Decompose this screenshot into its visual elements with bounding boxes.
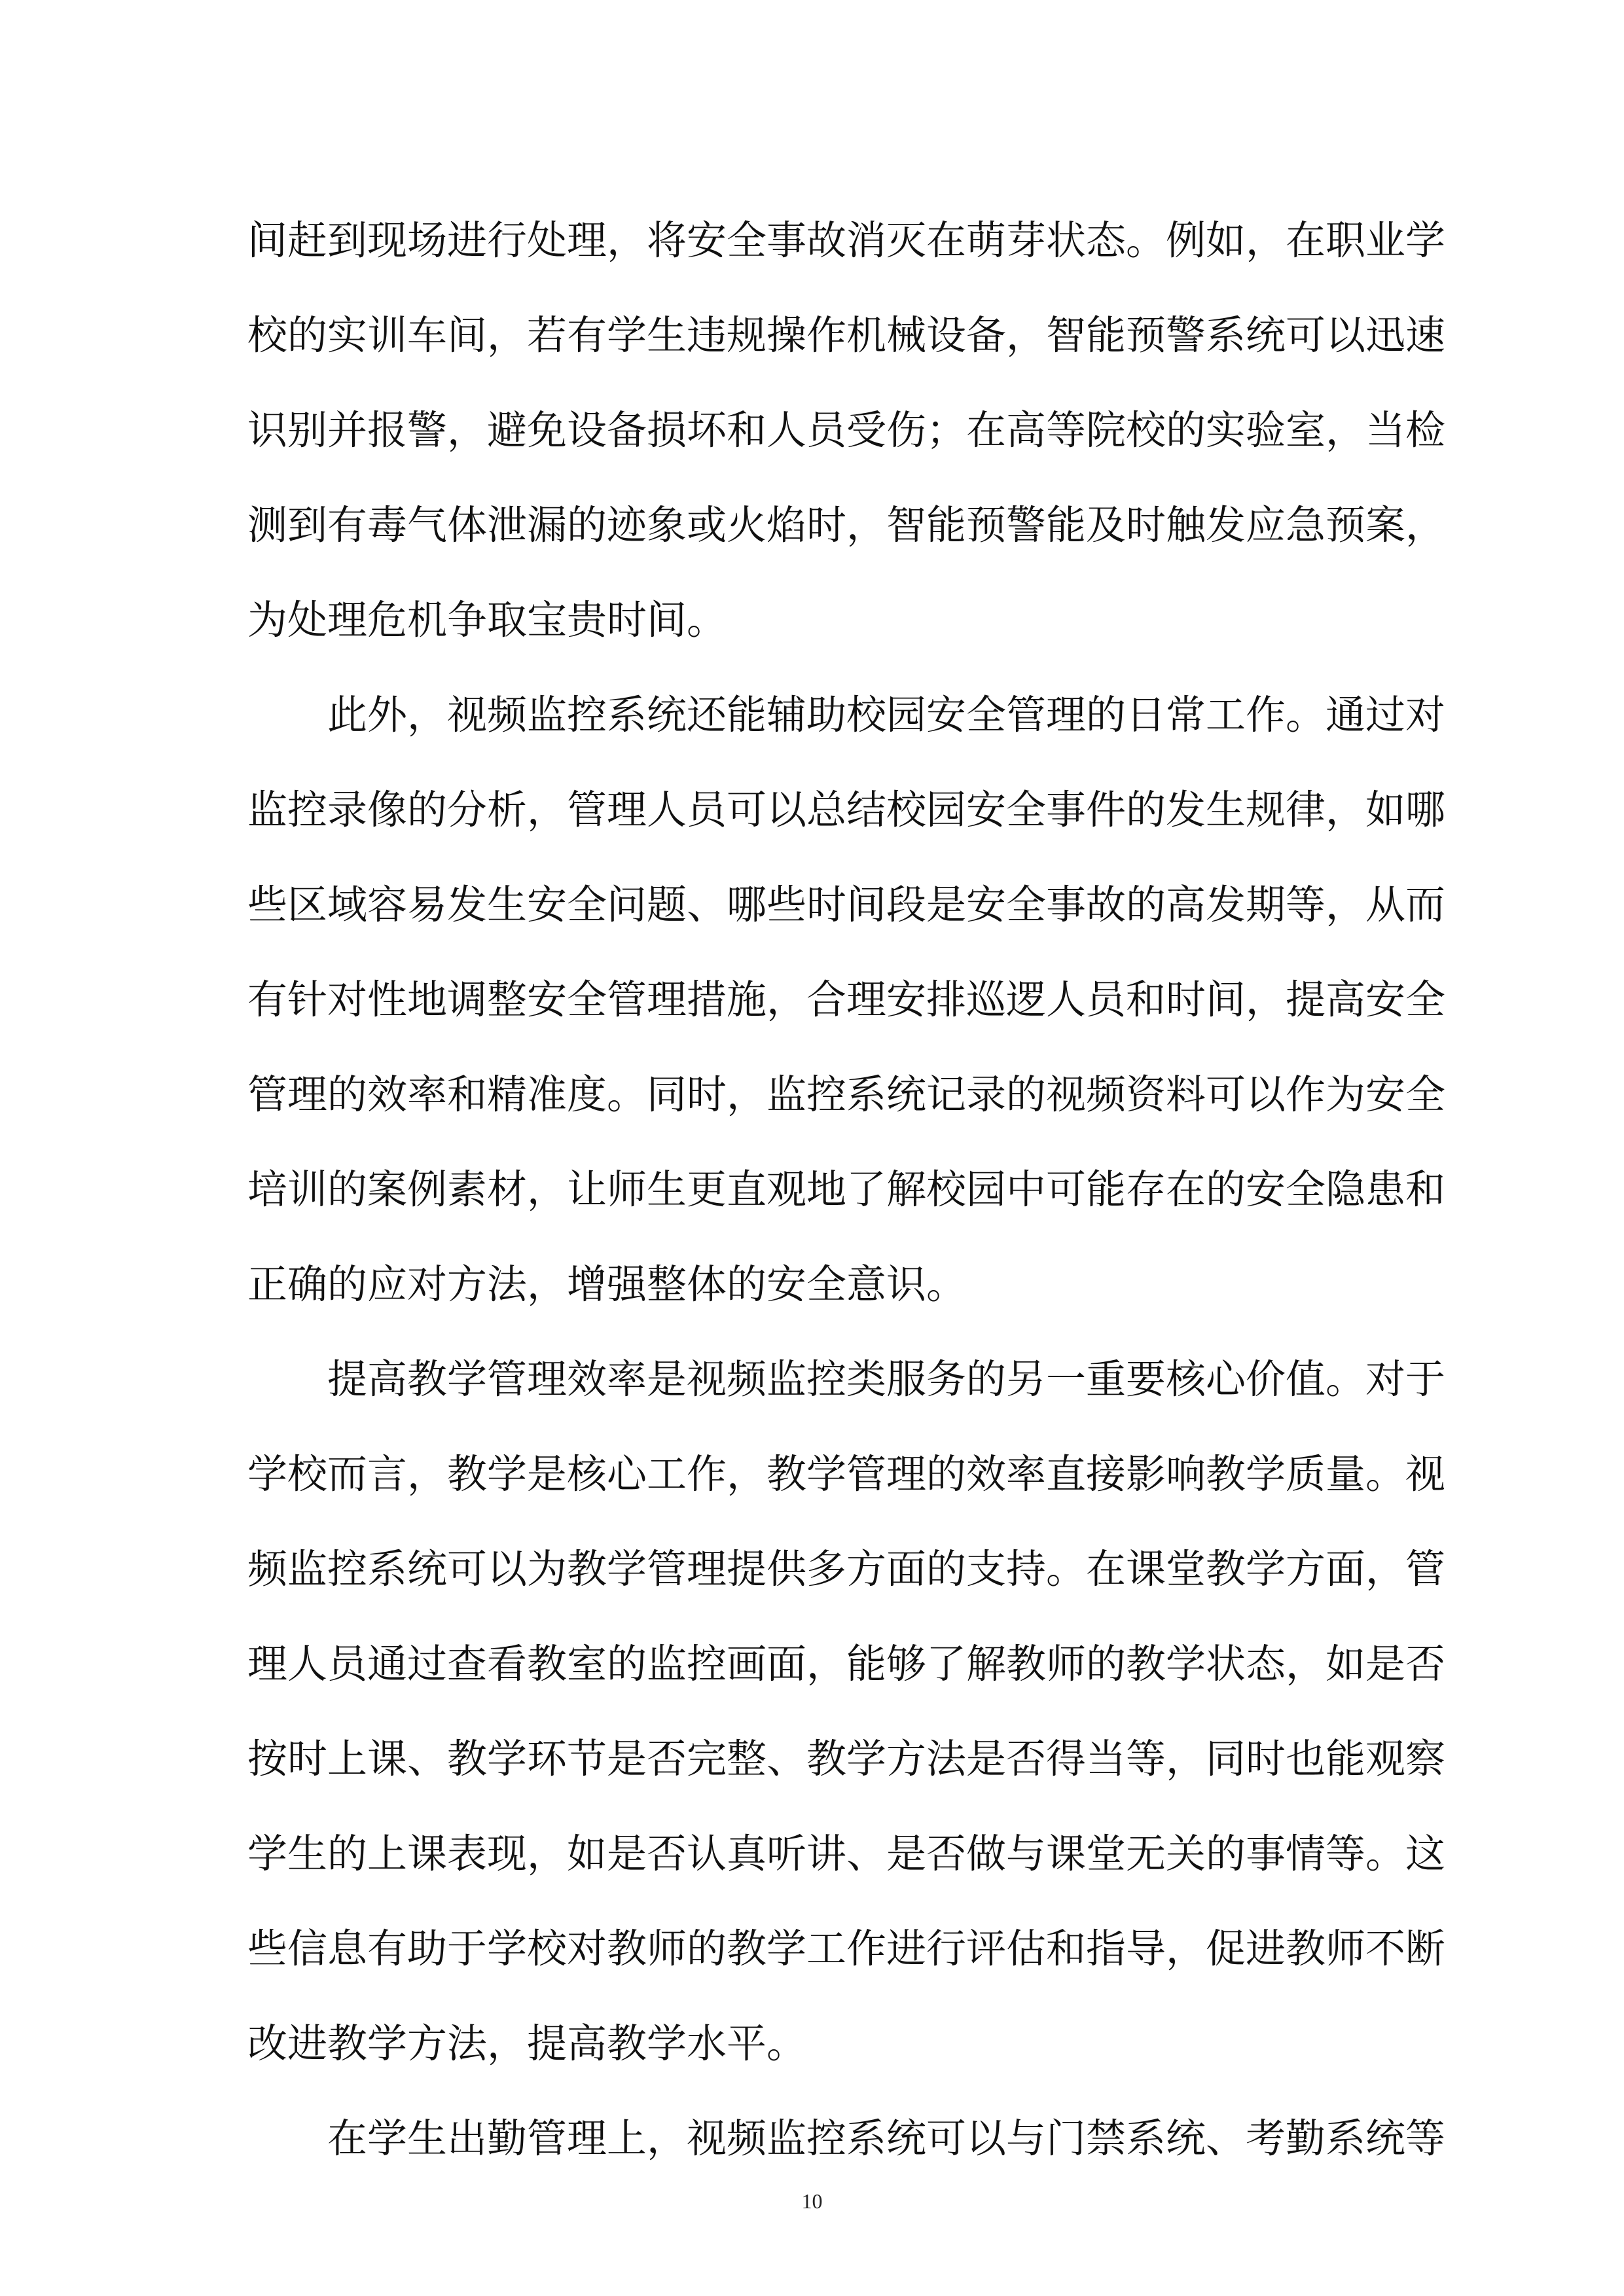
- text-line: 此外，视频监控系统还能辅助校园安全管理的日常工作。通过对: [327, 692, 1446, 738]
- text-line: 识别并报警，避免设备损坏和人员受伤；在高等院校的实验室，当检: [247, 407, 1446, 454]
- text-line: 间赶到现场进行处理，将安全事故消灭在萌芽状态。例如，在职业学: [247, 217, 1446, 264]
- text-line: 提高教学管理效率是视频监控类服务的另一重要核心价值。对于: [327, 1356, 1446, 1403]
- text-line: 理人员通过查看教室的监控画面，能够了解教师的教学状态，如是否: [247, 1641, 1446, 1687]
- text-line: 些区域容易发生安全问题、哪些时间段是安全事故的高发期等，从而: [247, 882, 1446, 928]
- body-text: [247, 193, 1446, 2186]
- text-line: 学校而言，教学是核心工作，教学管理的效率直接影响教学质量。视: [247, 1451, 1446, 1498]
- page-number: 10: [801, 2189, 823, 2213]
- paragraph-1: [247, 193, 1446, 668]
- text-line: 为处理危机争取宝贵时间。: [247, 597, 727, 643]
- text-line: 培训的案例素材，让师生更直观地了解校园中可能存在的安全隐患和: [247, 1166, 1446, 1213]
- text-line: 按时上课、教学环节是否完整、教学方法是否得当等，同时也能观察: [247, 1736, 1446, 1782]
- text-line: 校的实训车间，若有学生违规操作机械设备，智能预警系统可以迅速: [247, 312, 1446, 359]
- paragraph-3: [247, 1332, 1446, 2091]
- text-line: 在学生出勤管理上，视频监控系统可以与门禁系统、考勤系统等: [327, 2115, 1446, 2162]
- text-line: 频监控系统可以为教学管理提供多方面的支持。在课堂教学方面，管: [247, 1546, 1446, 1592]
- text-line: 管理的效率和精准度。同时，监控系统记录的视频资料可以作为安全: [247, 1071, 1446, 1118]
- text-line: 学生的上课表现，如是否认真听讲、是否做与课堂无关的事情等。这: [247, 1831, 1446, 1877]
- paragraph-4: [247, 2091, 1446, 2186]
- text-line: 正确的应对方法，增强整体的安全意识。: [247, 1261, 967, 1308]
- text-line: 改进教学方法，提高教学水平。: [247, 2020, 807, 2067]
- text-line: 些信息有助于学校对教师的教学工作进行评估和指导，促进教师不断: [247, 1926, 1446, 1972]
- paragraph-2: [247, 668, 1446, 1332]
- text-line: 监控录像的分析，管理人员可以总结校园安全事件的发生规律，如哪: [247, 787, 1446, 833]
- text-line: 有针对性地调整安全管理措施，合理安排巡逻人员和时间，提高安全: [247, 977, 1446, 1023]
- text-line: 测到有毒气体泄漏的迹象或火焰时，智能预警能及时触发应急预案，: [247, 502, 1446, 548]
